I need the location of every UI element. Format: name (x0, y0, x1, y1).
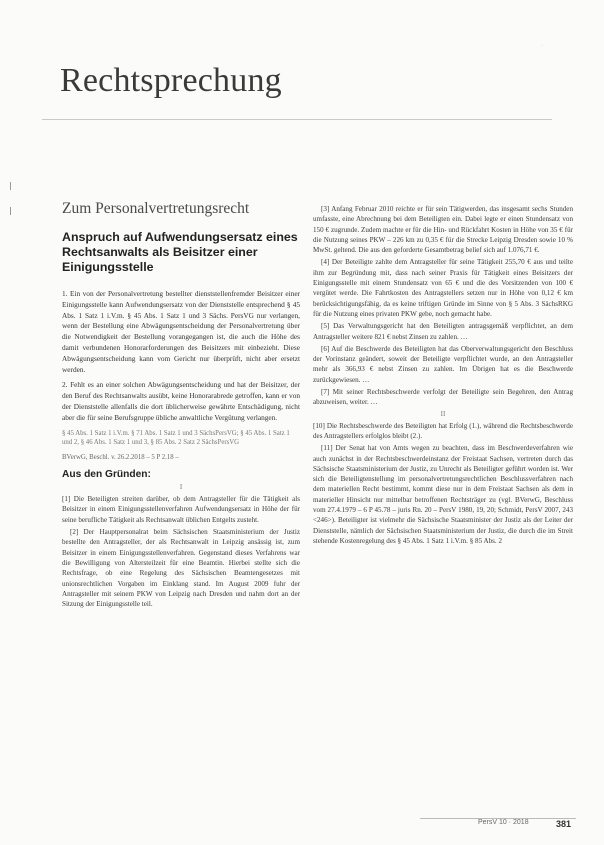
journal-issue: PersV 10 · 2018 (478, 819, 529, 826)
reasons-heading: Aus den Gründen: (62, 469, 151, 481)
margin-marker (10, 182, 11, 190)
headnote: 2. Fehlt es an einer solchen Abwägungsentscheidung und hat der Beisitzer, der den Beruf des Rechtsanwalts ausübt, keine Honorarabrede getroffen, kann er von der Dienststelle allenfalls die dort üblicherweise gewährte Entschädigung, nicht aber die für seine Berufsgruppe übliche anwaltliche Vergütung verlangen. (62, 380, 300, 422)
body-paragraph: [7] Mit seiner Rechtsbeschwerde verfolgt der Beteiligte sein Begehren, den Antrag abzuweisen, weiter. … (313, 388, 573, 407)
body-paragraph: [10] Die Rechtsbeschwerde des Beteiligten hat Erfolg (1.), während die Rechtsbeschwerde des Antragstellers erfolglos bleibt (2.). (313, 421, 573, 440)
page-header: Rechtsprechung (60, 62, 282, 99)
body-paragraph: [6] Auf die Beschwerde des Beteiligten hat das Oberverwaltungsgericht den Beschluss der Vorinstanz geändert, soweit der Beteiligte verpflichtet wurde, an den Antragsteller mehr als 366,93 € nebst Zinsen zu zahlen. Im Übrigen hat es die Beschwerde zurückgewiesen. … (313, 344, 573, 384)
body-paragraph: [1] Die Beteiligten streiten darüber, ob dem Antragsteller für die Tätigkeit als Beisitzer in einem Einigungsstellenverfahren Aufwendungsersatz in Höhe der für seine berufliche Tätigkeit als Rechtsanwalt üblichen Entgelts zusteht. (62, 495, 300, 524)
article-title: Anspruch auf Aufwendungsersatz eines Rechtsanwalts als Beisitzer einer Einigungsstelle (62, 230, 298, 274)
left-column (62, 200, 300, 611)
body-paragraph: [5] Das Verwaltungsgericht hat den Beteiligten antragsgemäß verpflichtet, an dem Antragsteller weitere 821 € nebst Zinsen zu zahlen. … (313, 322, 573, 341)
norm-reference: § 45 Abs. 1 Satz 1 i.V.m. § 71 Abs. 1 Satz 1 und 3 SächsPersVG; § 45 Abs. 1 Satz 1 und 2, § 46 Abs. 1 Satz 1 und 3, § 85 Abs. 2 Satz 2 SächsPersVG (62, 429, 290, 446)
section-numeral: II (440, 409, 446, 418)
page-number: 381 (556, 819, 572, 829)
court-citation: BVerwG, Beschl. v. 26.2.2018 – 5 P 2.18 – (62, 453, 179, 461)
scan-mark: · (541, 43, 543, 49)
header-divider (42, 119, 552, 120)
body-paragraph: [3] Anfang Februar 2010 reichte er für sein Tätigwerden, das insgesamt sechs Stunden umfasste, eine Abrechnung bei dem Beteiligten ein. Dabei legte er einen Stundensatz von 150 € zugrunde. Zudem machte er für die Hin- und Rückfahrt Kosten in Höhe von 35 € für die Nutzung seines PKW – 226 km zu 0,35 € für die Strecke Leipzig Dresden sowie 10 % MwSt. geltend. Die aus den geforderte Gesamtbetrag belief sich auf 1.076,71 €. (313, 205, 573, 255)
section-numeral: I (179, 483, 183, 492)
section-title: Zum Personalvertretungsrecht (62, 200, 250, 217)
body-paragraph: [4] Der Beteiligte zahlte dem Antragsteller für seine Tätigkeit 255,70 € aus und teilte ihm zur Begründung mit, dass nach seiner Praxis für Tätigkeit eines Beisitzers der Einigungsstelle mit einem Stundensatz von 65 € und die des Vorsitzenden von 100 € vergütet werde. Die Fahrtkosten des Antragstellers setzen nur in Höhe von 0,12 € km berücksichtigungsfähig, da es keine triftigen Gründe im Sinne von § 5 Abs. 3 SächsRKG für die Nutzung eines privaten PKW gebe, noch gemacht habe. (313, 258, 573, 318)
headnote: 1. Ein von der Personalvertretung bestellter dienststellenfremder Beisitzer einer Einigungsstelle kann Aufwendungsersatz von der Dienststelle entsprechend § 45 Abs. 1 Satz 1 i.V.m. § 45 Abs. 1 Satz 1 und 3 Sächs. PersVG nur verlangen, wenn der Bestellung eine Abwägungsentscheidung der Personalvertretung über die Notwendigkeit der Bestellung vorangegangen ist, die auch die Höhe des damit verbundenen Honorarforderungen des Beisitzers mit einbezieht. Diese Abwägungsentscheidung kann vom Gericht nur überprüft, nicht aber ersetzt werden. (62, 289, 300, 374)
body-paragraph: [2] Der Hauptpersonalrat beim Sächsischen Staatsministerium der Justiz bestellte den Antragsteller, der als Rechtsanwalt in Leipzig ansässig ist, zum Beisitzer in einem Einigungsstellenverfahren. Gegenstand dieses Verfahrens war die Bewilligung von Altersteilzeit für eine Beamtin. Hierbei stellte sich die Rechtsfrage, ob eine Regelung des Sächsischen Beamtengesetzes mit unionsrechtlichen Vorgaben im Einklang stand. Im August 2009 fuhr der Antragsteller mit seinem PKW von Leipzig nach Dresden und nahm dort an der Sitzung der Einigungsstelle teil. (62, 528, 300, 609)
body-paragraph: [11] Der Senat hat von Amts wegen zu beachten, dass im Beschwerdeverfahren wie auch zunächst in der Rechtsbeschwerdeinstanz der Freistaat Sachsen, vertreten durch das Sächsische Staatsministerium der Justiz, zu Unrecht als Beteiligter geführt worden ist. Wer sich die Beteiligtenstellung im personalvertretungsrechtlichen Beschlussverfahren nach dem materiellen Recht bestimmt, kommt diese nur in dem Freistaat Sachsen als dem in materieller Hinsicht nur mittelbar betroffenen Rechtsträger zu (vgl. BVerwG, Beschluss vom 27.4.1979 – 6 P 45.78 – juris Rn. 20 – PersV 1980, 19, 20; Schmidt, PersV 2007, 243 <246>). Beteiligter ist vielmehr die Sächsische Staatsminister der Justiz als der Leiter der Dienststelle, nämlich der Sächsischen Staatsministerium der Justiz, die durch die im Streit stehende Kostenregelung des § 45 Abs. 1 Satz 1 i.V.m. § 85 Abs. 2 (313, 444, 573, 545)
right-column (313, 204, 573, 548)
margin-marker (10, 207, 11, 215)
